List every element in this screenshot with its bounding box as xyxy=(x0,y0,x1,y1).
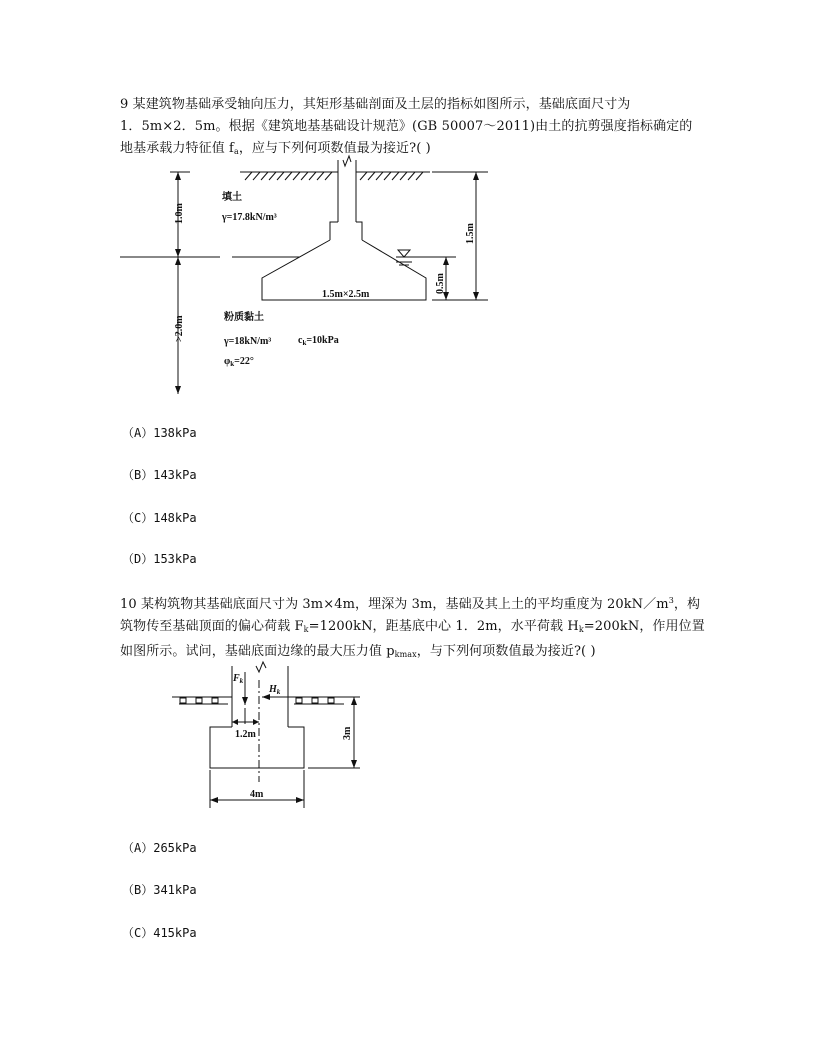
q10-option-c[interactable]: （C）415kPa xyxy=(122,926,197,940)
q9-dim-05m: 0.5m xyxy=(435,273,446,294)
q9-clay-label: 粉质黏土 xyxy=(224,312,264,323)
q9-line3: 地基承载力特征值 $f_a$，应与下列何项数值最为接近?( ) xyxy=(120,141,431,156)
q10-line3: 如图所示。试问，基础底面边缘的最大压力值 $p_{kmax}$，与下列何项数值最为接近?( ) xyxy=(120,644,596,659)
q9-option-d[interactable]: （D）153kPa xyxy=(122,552,197,566)
q10-dim-3m: 3m xyxy=(342,726,353,740)
q9-dim-1m: 1.0m xyxy=(174,203,185,224)
q9-clay-c: $c_k=10kPa$ xyxy=(298,335,339,347)
q9-fill-label: 填土 xyxy=(222,192,242,203)
q10-option-a[interactable]: （A）265kPa xyxy=(122,841,197,855)
q10-dim-4m: 4m xyxy=(250,789,264,800)
q10-line2: 筑物传至基础顶面的偏心荷载 $F_k=1200kN$，距基底中心 1．2m，水平荷载 $H_k=200kN$，作用位置 xyxy=(120,619,705,634)
q10-fk-label: $F_k$ xyxy=(233,673,244,685)
q10-line1: 10 某构筑物其基础底面尺寸为 3m×4m，埋深为 3m，基础及其上土的平均重度为 $20kN/m^3$，构 xyxy=(120,596,701,612)
q9-clay-phi: $\varphi_k=22^\circ$ xyxy=(224,356,254,368)
q9-dim-15m: 1.5m xyxy=(465,223,476,244)
q9-option-a[interactable]: （A）138kPa xyxy=(122,426,197,440)
q9-line2: 1．5m×2．5m。根据《建筑地基基础设计规范》(GB 50007～2011)由土的抗剪强度指标确定的 xyxy=(120,119,693,134)
q10-hk-label: $H_k$ xyxy=(269,684,281,696)
q9-line1: 9 某建筑物基础承受轴向压力，其矩形基础剖面及土层的指标如图所示，基础底面尺寸为 xyxy=(120,97,631,112)
q9-option-b[interactable]: （B）143kPa xyxy=(122,468,197,482)
q9-option-c[interactable]: （C）148kPa xyxy=(122,511,197,525)
q9-fill-gamma: γ=17.8kN/m³ xyxy=(222,212,277,223)
q9-clay-gamma: γ=18kN/m³ xyxy=(224,336,272,347)
q10-option-b[interactable]: （B）341kPa xyxy=(122,883,197,897)
q9-base-size: 1.5m×2.5m xyxy=(322,289,370,300)
q10-dim-12m: 1.2m xyxy=(235,729,256,740)
q9-dim-20m: >2.0m xyxy=(174,315,185,342)
